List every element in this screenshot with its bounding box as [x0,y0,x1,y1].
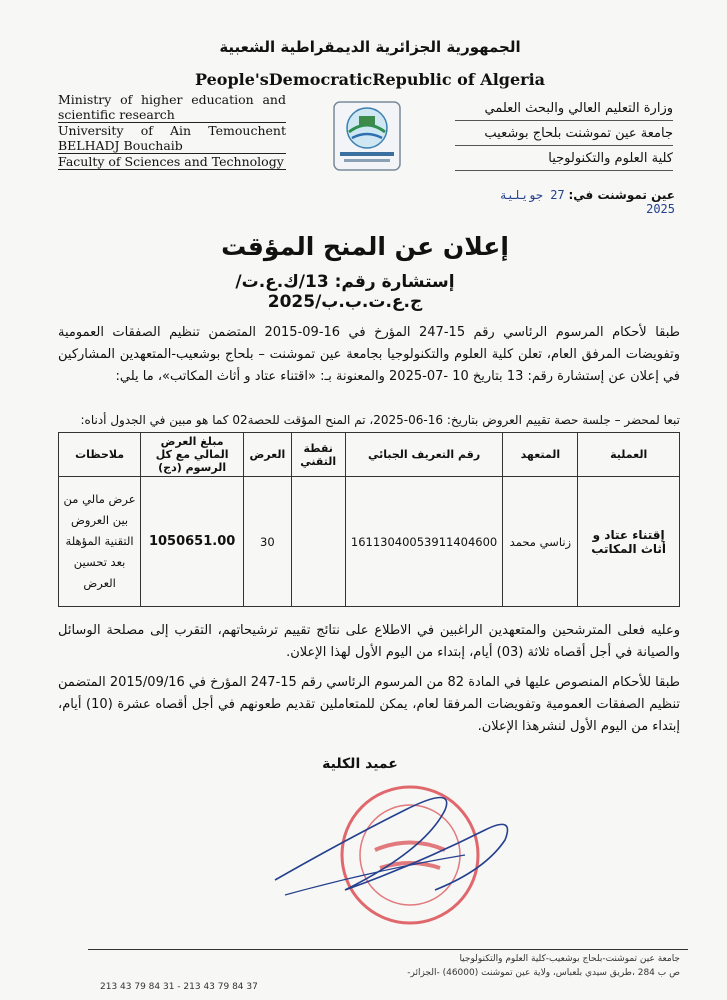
footer-line-1: جامعة عين تموشنت-بلحاج بوشعيب-كلية العلوم والتكنولوجيا [459,954,680,964]
footer-divider [88,949,688,950]
award-table [58,432,680,607]
consultation-number: إستشارة رقم: 13/ك.ع.ت/ج.ع.ت.ب.ب/2025 [235,272,455,312]
cell-operation: إقتناء عتاد و أثاث المكاتب [578,477,680,607]
cell-amount: 1050651.00 [141,477,244,607]
date-label: عين تموشنت في: [568,188,675,202]
cell-tax-id: 16113040053911404600 [345,477,503,607]
signature-icon [255,770,555,910]
notice-title: إعلان عن المنح المؤقت [221,232,509,261]
table-intro: تبعا لمحضر – جلسة حصة تقييم العروض بتاريخ: 16-06-2025، تم المنح المؤقت للحصة02 كما هو مبين في الجدول أدناه: [80,413,680,427]
ar-university: جامعة عين تموشنت بلحاج بوشعيب [455,121,673,146]
country-title-en: People'sDemocraticRepublic of Algeria [194,70,546,89]
university-logo-icon [332,100,402,172]
footer [100,952,680,994]
country-title-ar: الجمهورية الجزائرية الديمقراطية الشعبية [219,38,521,56]
appeal-paragraph: طبقا للأحكام المنصوص عليها في المادة 82 من المرسوم الرئاسي رقم 15-247 المؤرخ في 2015/09/16 المتضمن تنظيم الصفقات العمومية وتفويضات المرفقا لعام، يمكن للمتعاملين تقديم طعونهم في أجل أقصاه عشرة (10) أيام، إبتداء من اليوم الأول لنشرهذا الإعلان. [58,675,681,734]
col-operation: العملية [578,433,680,477]
col-amount: مبلغ العرض المالي مع كل الرسوم (دج) [141,433,244,477]
date-handwritten: 27 جويلية 2025 [499,188,675,216]
en-ministry: Ministry of higher education and scientific research [58,92,286,122]
col-notes: ملاحظات [59,433,141,477]
ar-faculty: كلية العلوم والتكنولوجيا [455,146,673,171]
footer-line-3: 213 43 79 84 31 - 213 43 79 84 37 [100,982,258,992]
cell-offer: 30 [244,477,292,607]
cell-technical [291,477,345,607]
table-row [59,477,680,607]
en-faculty: Faculty of Sciences and Technology [58,154,286,170]
footer-line-2: ص ب 284 ،طريق سيدي بلعباس، ولاية عين تموشنت (46000) -الجزائر- [407,968,680,978]
cell-notes: عرض مالي من بين العروض التقنية المؤهلة بعد تحسين العرض [59,477,141,607]
col-technical: نقطة التقني [291,433,345,477]
ar-ministry: وزارة التعليم العالي والبحث العلمي [455,96,673,121]
col-tax-id: رقم التعريف الجبائي [345,433,503,477]
table-header-row [59,433,680,477]
results-paragraph: وعليه فعلى المترشحين والمتعهدين الراغبين في الاطلاع على نتائج تقييم ترشيحاتهم، التقرب إلى مصلحة الوسائل والصيانة في أجل أقصاه ثلاثة (03) أيام، إبتداء من اليوم الأول لهذا الإعلان. [58,623,680,660]
arabic-header-block [455,96,673,171]
english-header-block [58,92,286,170]
col-bidder: المتعهد [503,433,578,477]
col-offer: العرض [244,433,292,477]
intro-paragraph: طبقا لأحكام المرسوم الرئاسي رقم 15-247 المؤرخ في 16-09-2015 المتضمن تنظيم الصفقات العمومية وتفويضات المرفق العام، تعلن كلية العلوم والتكنولوجيا بجامعة عين تموشنت – بلحاج بوشعيب-المتعهدين المشاركين في إعلان عن إستشارة رقم: 13 بتاريخ 10 -07-2025 والمعنونة بـ: «اقتناء عتاد و أثاث المكاتب»، ما يلي: [58,325,680,384]
cell-bidder: زناسي محمد [503,477,578,607]
date-line [480,188,675,216]
en-university: University of Ain Temouchent BELHADJ Bouchaib [58,123,286,153]
signatory-title: عميد الكلية [322,756,398,772]
